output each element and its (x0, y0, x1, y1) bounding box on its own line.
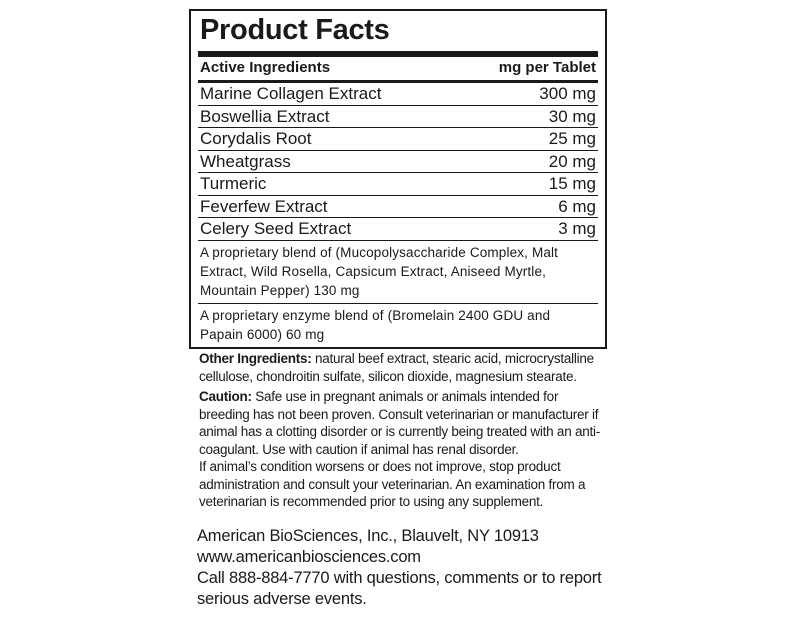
other-ingredients (199, 350, 604, 385)
company-website: www.americanbiosciences.com (197, 548, 421, 566)
ingredient-row (198, 128, 598, 151)
caution-paragraph-2: If animal’s condition worsens or does not improve, stop product administration and consult your veterinarian. An examination from a veterinarian is recommended prior to using any supplement. (199, 459, 586, 509)
ingredient-amount: 3 mg (558, 219, 596, 238)
ingredient-amount: 30 mg (548, 106, 596, 126)
column-header-row (200, 57, 596, 79)
other-ingredients-text: natural beef extract, stearic acid, microcrystalline cellulose, chondroitin sulfate, silicon dioxide, magnesium stearate. (199, 351, 594, 384)
ingredient-amount: 15 mg (548, 174, 596, 193)
ingredient-row (198, 151, 598, 174)
other-ingredients-label: Other Ingredients: (199, 351, 312, 366)
column-header-mg-per-tablet: mg per Tablet (498, 59, 596, 76)
caution-text: Safe use in pregnant animals or animals intended for breeding has not been proven. Consult veterinarian or manufacturer if animal has a clotting disorder or is currently being treated with an anti-coagulant. Use with caution if animal has renal disorder. (199, 389, 600, 457)
caution-label: Caution: (199, 389, 252, 404)
company-contact: Call 888-884-7770 with questions, comments or to report serious adverse events. (197, 569, 602, 608)
panel-title: Product Facts (200, 14, 390, 46)
ingredient-name: Wheatgrass (200, 151, 291, 171)
ingredient-amount: 20 mg (548, 151, 596, 171)
column-header-active-ingredients: Active Ingredients (200, 59, 331, 76)
ingredient-amount: 300 mg (539, 84, 596, 103)
ingredient-row (198, 106, 598, 129)
company-info (197, 526, 617, 610)
product-facts-panel (189, 9, 607, 349)
caution-section (199, 388, 604, 511)
company-address: American BioSciences, Inc., Blauvelt, NY 10913 (197, 527, 539, 545)
ingredient-name: Corydalis Root (200, 129, 312, 148)
ingredient-amount: 6 mg (558, 196, 596, 216)
ingredient-amount: 25 mg (548, 129, 596, 148)
ingredient-name: Celery Seed Extract (200, 219, 352, 238)
ingredient-name: Marine Collagen Extract (200, 84, 382, 103)
ingredient-row (198, 218, 598, 241)
ingredient-name: Turmeric (200, 174, 267, 193)
ingredient-row (198, 173, 598, 196)
caution-paragraph (199, 388, 604, 458)
blend-divider (198, 303, 598, 304)
proprietary-blend-text: A proprietary blend of (Mucopolysaccharide Complex, Malt Extract, Wild Rosella, Capsicum Extract, Aniseed Myrtle, Mountain Pepper) 130 mg (200, 245, 559, 298)
ingredient-row (198, 196, 598, 219)
ingredient-name: Boswellia Extract (200, 106, 330, 126)
ingredient-name: Feverfew Extract (200, 196, 328, 216)
ingredient-list (198, 83, 598, 241)
ingredient-row (198, 83, 598, 106)
enzyme-blend-text: A proprietary enzyme blend of (Bromelain 2400 GDU and Papain 6000) 60 mg (200, 308, 551, 342)
